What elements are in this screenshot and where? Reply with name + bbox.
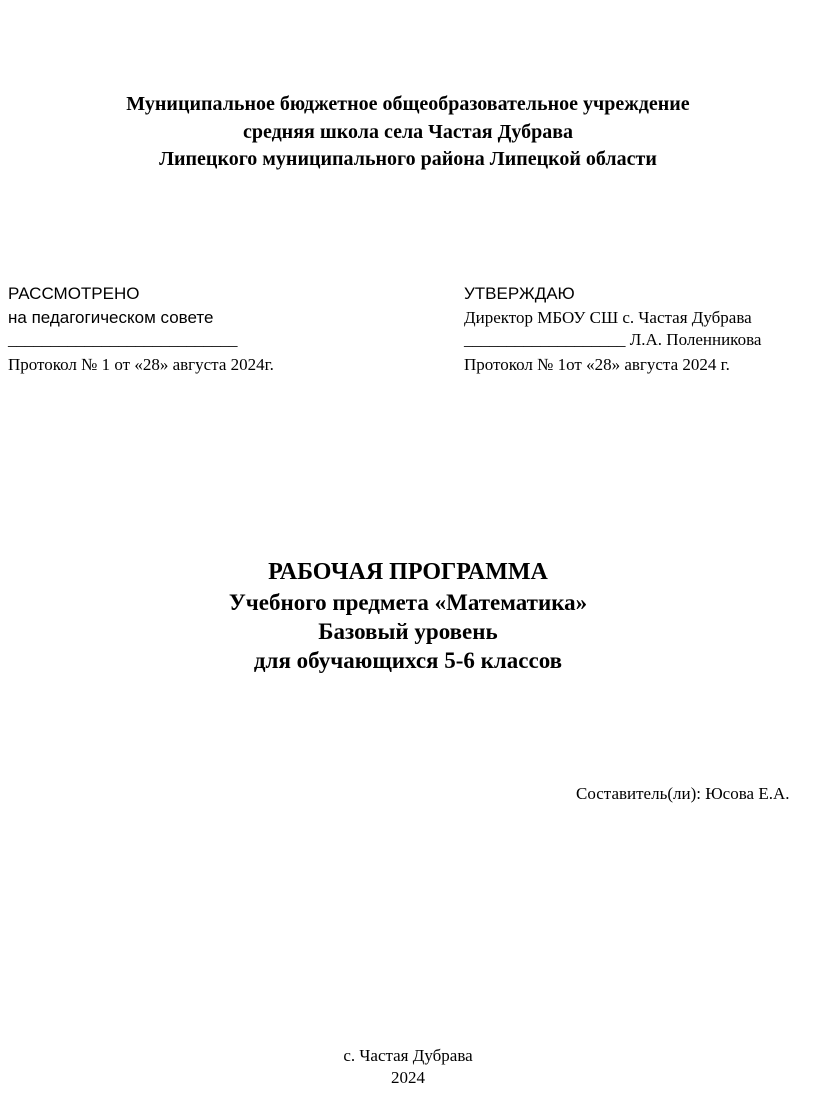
reviewed-council: на педагогическом совете — [8, 308, 214, 327]
approved-signatory: Л.А. Поленникова — [625, 330, 762, 349]
author: Составитель(ли): Юсова Е.А. — [576, 784, 790, 803]
program-title: РАБОЧАЯ ПРОГРАММА — [268, 559, 548, 585]
approved-title: УТВЕРЖДАЮ — [464, 284, 575, 303]
school-name-line-2: средняя школа села Частая Дубрава — [242, 121, 574, 143]
approved-director: Директор МБОУ СШ с. Частая Дубрава — [464, 308, 752, 327]
footer-year: 2024 — [391, 1068, 425, 1087]
approved-protocol: Протокол № 1от «28» августа 2024 г. — [464, 355, 730, 374]
approved-signature-line: ___________________ — [464, 330, 626, 349]
school-name-line-3: Липецкого муниципального района Липецкой области — [159, 148, 657, 170]
school-name-line-1: Муниципальное бюджетное общеобразовательное учреждение — [126, 93, 690, 115]
reviewed-title: РАССМОТРЕНО — [8, 284, 140, 303]
program-level: Базовый уровень — [318, 619, 498, 644]
footer-place: с. Частая Дубрава — [343, 1046, 473, 1065]
reviewed-protocol: Протокол № 1 от «28» августа 2024г. — [8, 355, 274, 374]
program-subject: Учебного предмета «Математика» — [228, 590, 588, 615]
program-audience: для обучающихся 5-6 классов — [253, 648, 563, 673]
approved-signature-row — [464, 331, 761, 348]
reviewed-signature-line: ___________________________ — [8, 330, 238, 349]
